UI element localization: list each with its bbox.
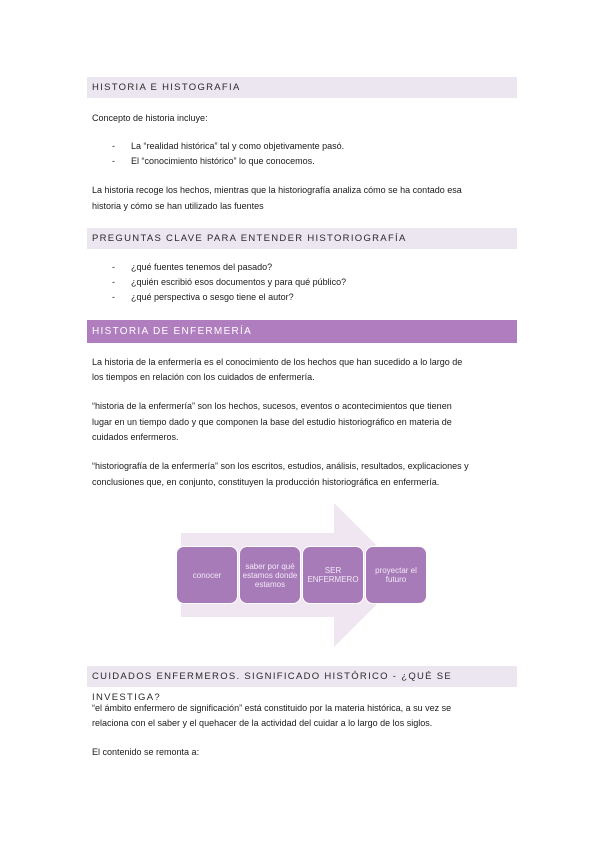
paragraph-line: La historia de la enfermería es el conocimiento de los hechos que han sucedido a lo largo de xyxy=(92,357,463,367)
section-header-cuidados-enfermeros: CUIDADOS ENFERMEROS. SIGNIFICADO HISTÓRICO - ¿QUÉ SE INVESTIGA? xyxy=(87,666,517,687)
paragraph-line: “el ámbito enfermero de significación” está constituido por la materia histórica, a su vez se xyxy=(92,703,452,713)
step-label: SER ENFERMERO xyxy=(307,566,359,584)
section-header-historia-historiografia: HISTORIA E HISTOGRAFIA xyxy=(87,77,517,98)
bullet-item: - ¿qué perspectiva o sesgo tiene el autor? xyxy=(112,292,294,302)
paragraph-line: “historiografía de la enfermería” son los escritos, estudios, análisis, resultados, explicaciones y xyxy=(92,461,469,471)
paragraph-line: cuidados enfermeros. xyxy=(92,432,179,442)
bullet-item: - La “realidad histórica” tal y como objetivamente pasó. xyxy=(112,141,345,151)
process-diagram xyxy=(176,503,446,648)
paragraph-line: El contenido se remonta a: xyxy=(92,747,200,757)
bullet-text: ¿quién escribió esos documentos y para qué público? xyxy=(131,277,347,287)
paragraph-line: conclusiones que, en conjunto, constituyen la producción historiográfica en enfermería. xyxy=(92,477,440,487)
paragraph-line: historia y cómo se han utilizado las fuentes xyxy=(92,201,264,211)
bullet-text: ¿qué perspectiva o sesgo tiene el autor? xyxy=(131,292,294,302)
step-label: conocer xyxy=(192,570,222,580)
step-box-conocer xyxy=(176,546,238,604)
step-box-saber xyxy=(239,546,301,604)
paragraph-line: “historia de la enfermería” son los hechos, sucesos, eventos o acontecimientos que tienen xyxy=(92,401,452,411)
bullet-text: El “conocimiento histórico” lo que conocemos. xyxy=(131,156,315,166)
step-box-proyectar xyxy=(365,546,427,604)
bullet-text: La “realidad histórica” tal y como objetivamente pasó. xyxy=(131,141,345,151)
section-header-historia-enfermeria: HISTORIA DE ENFERMERÍA xyxy=(87,320,517,343)
step-label: saber por qué estamos donde estamos xyxy=(242,561,298,589)
bullet-item: - El “conocimiento histórico” lo que conocemos. xyxy=(112,156,315,166)
step-box-ser-enfermero xyxy=(302,546,364,604)
bullet-text: ¿qué fuentes tenemos del pasado? xyxy=(131,262,273,272)
intro-text: Concepto de historia incluye: xyxy=(92,113,208,123)
step-label: proyectar el futuro xyxy=(375,566,417,584)
paragraph-line: los tiempos en relación con los cuidados de enfermería. xyxy=(92,372,315,382)
paragraph-line: lugar en un tiempo dado y que componen la base del estudio historiográfico en materia de xyxy=(92,417,452,427)
paragraph-line: relaciona con el saber y el quehacer de la actividad del cuidar a lo largo de los siglos. xyxy=(92,718,433,728)
bullet-item: - ¿quién escribió esos documentos y para qué público? xyxy=(112,277,347,287)
paragraph-line: La historia recoge los hechos, mientras que la historiografía analiza cómo se ha contado esa xyxy=(92,185,462,195)
bullet-item: - ¿qué fuentes tenemos del pasado? xyxy=(112,262,273,272)
section-header-preguntas-clave: PREGUNTAS CLAVE PARA ENTENDER HISTORIOGRAFÍA xyxy=(87,228,517,249)
